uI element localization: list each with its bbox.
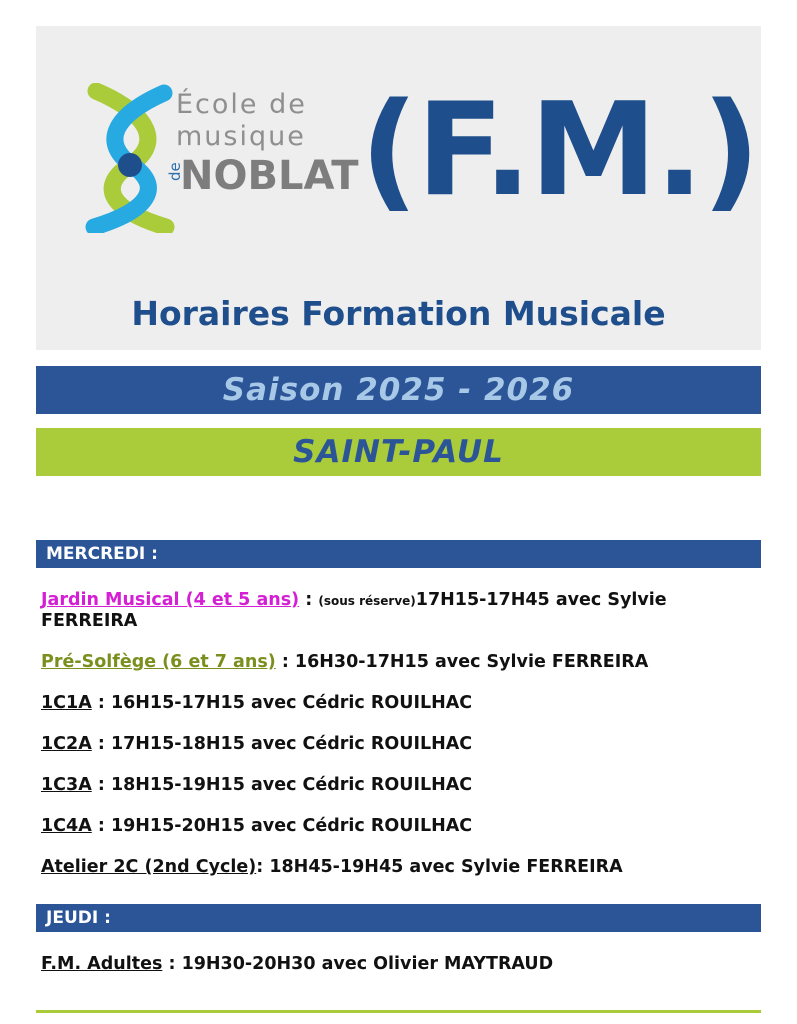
entry-name: 1C1A (41, 693, 92, 713)
entry-name: 1C2A (41, 734, 92, 754)
logo-wordmark (176, 89, 361, 197)
day-header-jeudi (36, 904, 761, 932)
schedule-list (36, 540, 761, 975)
fm-title: (F.M.) (360, 76, 759, 225)
page-subtitle: Horaires Formation Musicale (131, 293, 666, 333)
entry-separator: : (91, 816, 111, 836)
entry-note: (sous réserve) (318, 594, 416, 608)
entry-name: 1C4A (41, 816, 92, 836)
schedule-entry (36, 734, 761, 755)
entry-details: 16H30-17H15 avec Sylvie FERREIRA (294, 652, 649, 672)
entry-details: 16H15-17H15 avec Cédric ROUILHAC (110, 693, 473, 713)
entry-name: F.M. Adultes (41, 954, 163, 974)
entry-name: Pré-Solfège (6 et 7 ans) (41, 652, 276, 672)
entry-name: Atelier 2C (2nd Cycle) (41, 857, 257, 877)
day-label: MERCREDI : (46, 544, 158, 564)
entry-separator: : (275, 652, 295, 672)
logo-line-3: NOBLAT (180, 152, 359, 199)
season-label: Saison 2025 - 2026 (222, 372, 575, 408)
entry-separator: : (91, 775, 111, 795)
entry-separator: : (256, 857, 270, 877)
school-logo (58, 61, 359, 241)
subtitle-band (36, 276, 761, 350)
site-band (36, 428, 761, 476)
entry-separator: : (91, 693, 111, 713)
schedule-entry (36, 857, 761, 878)
schedule-entry (36, 693, 761, 714)
entry-details: 17H15-18H15 avec Cédric ROUILHAC (110, 734, 473, 754)
day-header-mercredi (36, 540, 761, 568)
entry-separator: : (162, 954, 182, 974)
entry-details: 18H45-19H45 avec Sylvie FERREIRA (269, 857, 623, 877)
entry-details: 18H15-19H15 avec Cédric ROUILHAC (110, 775, 473, 795)
season-band (36, 366, 761, 414)
entry-details: 19H15-20H15 avec Cédric ROUILHAC (110, 816, 473, 836)
bottom-divider (36, 1010, 761, 1013)
entry-separator: : (91, 734, 111, 754)
schedule-entry (36, 652, 761, 673)
logo-line-1: École de (176, 89, 307, 120)
entry-name: 1C3A (41, 775, 92, 795)
day-label: JEUDI : (46, 908, 111, 928)
schedule-entry (36, 954, 761, 975)
logo-de-text: de (166, 162, 184, 181)
schedule-entry (36, 590, 761, 632)
entry-details: 17H15-17H45 avec Sylvie FERREIRA (41, 590, 667, 631)
schedule-entry (36, 816, 761, 837)
logo-mark-icon (78, 83, 183, 233)
schedule-entry (36, 775, 761, 796)
entry-details: 19H30-20H30 avec Olivier MAYTRAUD (181, 954, 554, 974)
header-band (36, 26, 761, 276)
entry-name: Jardin Musical (4 et 5 ans) (41, 590, 300, 610)
entry-separator: : (299, 590, 319, 610)
site-label: SAINT-PAUL (293, 434, 504, 470)
logo-line-2: musique (176, 120, 306, 152)
